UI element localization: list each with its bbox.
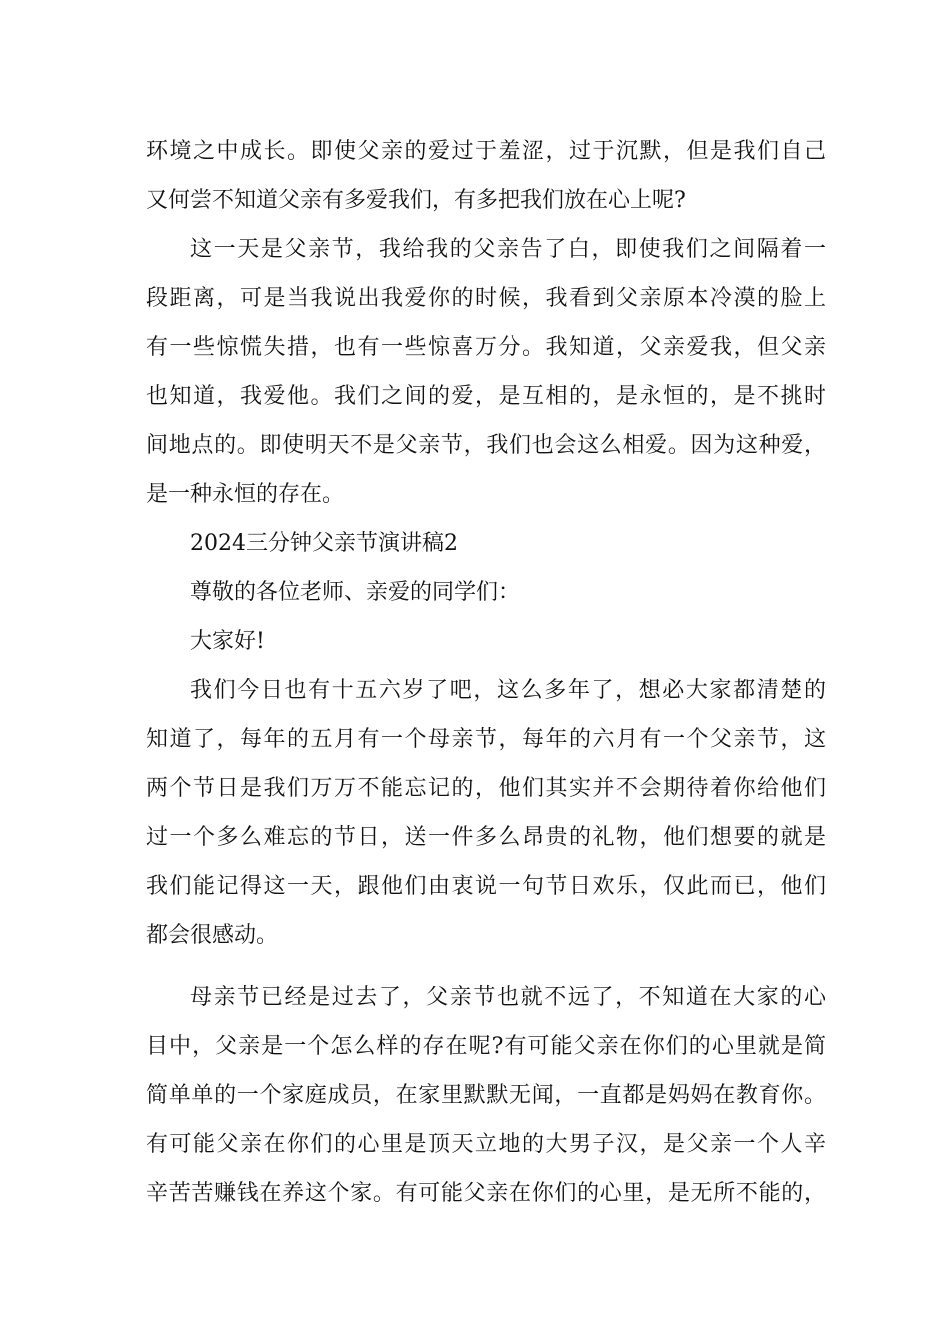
text-line: 都会很感动。 [146,923,279,948]
text-line: 辛苦苦赚钱在养这个家。有可能父亲在你们的心里，是无所不能的， [146,1181,826,1206]
text-line: 也知道，我爱他。我们之间的爱，是互相的，是永恒的，是不挑时 [146,384,826,409]
paragraph-first-line: 我们今日也有十五六岁了吧，这么多年了，想必大家都清楚的 [190,678,826,703]
text-line: 目中，父亲是一个怎么样的存在呢?有可能父亲在你们的心里就是简 [146,1034,826,1059]
text-line: 有一些惊慌失措，也有一些惊喜万分。我知道，父亲爱我，但父亲 [146,335,826,360]
greeting: 大家好! [190,629,265,654]
text-line: 简单单的一个家庭成员，在家里默默无闻，一直都是妈妈在教育你。 [146,1083,826,1108]
text-line: 间地点的。即使明天不是父亲节，我们也会这么相爱。因为这种爱， [146,433,826,458]
text-line: 两个节日是我们万万不能忘记的，他们其实并不会期待着你给他们 [146,776,826,801]
text-line: 又何尝不知道父亲有多爱我们，有多把我们放在心上呢? [146,188,686,213]
salutation: 尊敬的各位老师、亲爱的同学们： [190,580,521,605]
paragraph-first-line: 这一天是父亲节，我给我的父亲告了白，即使我们之间隔着一 [190,237,826,262]
text-line: 环境之中成长。即使父亲的爱过于羞涩，过于沉默，但是我们自己 [146,139,826,164]
text-line: 知道了，每年的五月有一个母亲节，每年的六月有一个父亲节，这 [146,727,826,752]
text-line: 段距离，可是当我说出我爱你的时候，我看到父亲原本冷漠的脸上 [146,286,826,311]
text-line: 有可能父亲在你们的心里是顶天立地的大男子汉，是父亲一个人辛 [146,1132,826,1157]
paragraph-first-line: 母亲节已经是过去了，父亲节也就不远了，不知道在大家的心 [190,985,826,1010]
text-line: 过一个多么难忘的节日，送一件多么昂贵的礼物，他们想要的就是 [146,825,826,850]
text-line: 是一种永恒的存在。 [146,482,345,507]
text-line: 我们能记得这一天，跟他们由衷说一句节日欢乐，仅此而已，他们 [146,874,826,899]
section-heading: 2024三分钟父亲节演讲稿2 [190,531,458,556]
